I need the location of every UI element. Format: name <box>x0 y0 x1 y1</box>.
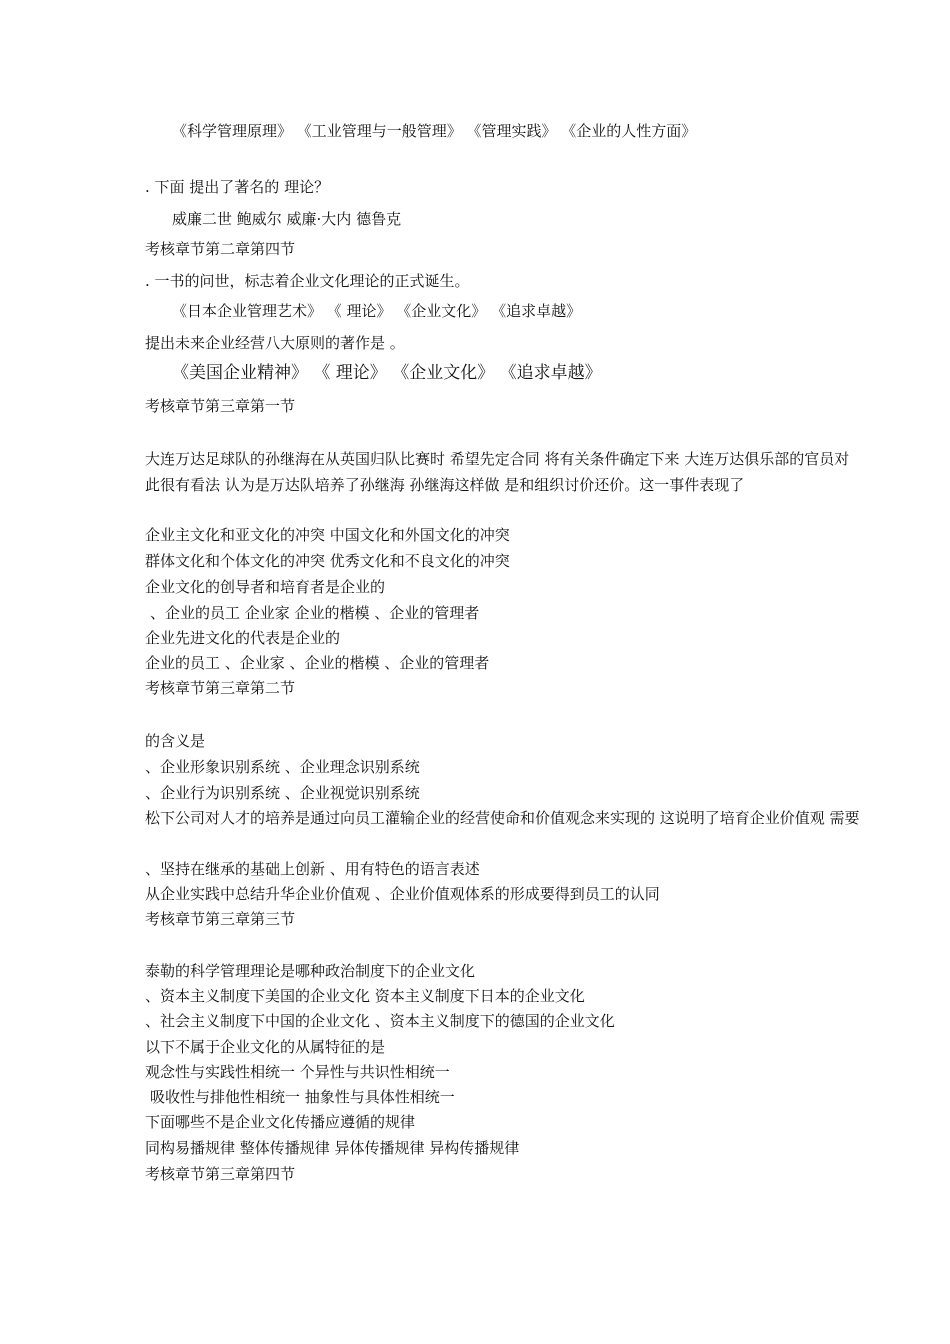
question-line: 提出未来企业经营八大原则的著作是 。 <box>145 334 405 352</box>
options-line: 、坚持在继承的基础上创新 、用有特色的语言表述 <box>145 860 480 878</box>
section-heading: 考核章节第三章第一节 <box>145 397 296 415</box>
options-line: 威廉二世 鲍威尔 威廉·大内 德鲁克 <box>172 210 402 228</box>
options-line: 、企业的员工 企业家 企业的楷模 、企业的管理者 <box>150 604 480 622</box>
options-line: 企业主文化和亚文化的冲突 中国文化和外国文化的冲突 <box>145 526 510 544</box>
options-line: 《日本企业管理艺术》 《 理论》 《企业文化》 《追求卓越》 <box>172 302 582 320</box>
options-line: 《科学管理原理》 《工业管理与一般管理》 《管理实践》 《企业的人性方面》 <box>172 122 697 140</box>
question-line: 泰勒的科学管理理论是哪种政治制度下的企业文化 <box>145 962 476 980</box>
question-line: 企业文化的创导者和培育者是企业的 <box>145 578 386 596</box>
options-line: 从企业实践中总结升华企业价值观 、企业价值观体系的形成要得到员工的认同 <box>145 885 660 903</box>
question-line: . 下面 提出了著名的 理论？ <box>145 178 330 196</box>
section-heading: 考核章节第三章第二节 <box>145 679 296 697</box>
options-line: 、社会主义制度下中国的企业文化 、资本主义制度下的德国的企业文化 <box>145 1012 615 1030</box>
options-line: 《美国企业精神》 《 理论》 《企业文化》 《追求卓越》 <box>172 363 602 383</box>
section-heading: 考核章节第二章第四节 <box>145 240 296 258</box>
options-line: 、企业形象识别系统 、企业理念识别系统 <box>145 758 420 776</box>
question-paragraph: 大连万达足球队的孙继海在从英国归队比赛时 希望先定合同 将有关条件确定下来 大连万达俱乐部的官员对此很有看法 认为是万达队培养了孙继海 孙继海这样做 是和组织讨价还价。这一事件表现了 <box>145 450 850 494</box>
question-line: 以下不属于企业文化的从属特征的是 <box>145 1038 386 1056</box>
question-line: 企业先进文化的代表是企业的 <box>145 629 341 647</box>
question-paragraph: 松下公司对人才的培养是通过向员工灌输企业的经营使命和价值观念来实现的 这说明了培育企业价值观 需要 <box>145 809 860 827</box>
options-line: 企业的员工 、企业家 、企业的楷模 、企业的管理者 <box>145 654 490 672</box>
question-line: 下面哪些不是企业文化传播应遵循的规律 <box>145 1113 416 1131</box>
options-line: 吸收性与排他性相统一 抽象性与具体性相统一 <box>150 1088 455 1106</box>
question-line: . 一书的问世，标志着企业文化理论的正式诞生。 <box>145 272 470 290</box>
options-line: 群体文化和个体文化的冲突 优秀文化和不良文化的冲突 <box>145 552 510 570</box>
options-line: 观念性与实践性相统一 个异性与共识性相统一 <box>145 1063 450 1081</box>
options-line: 、企业行为识别系统 、企业视觉识别系统 <box>145 784 420 802</box>
section-heading: 考核章节第三章第三节 <box>145 910 296 928</box>
section-heading: 考核章节第三章第四节 <box>145 1165 296 1183</box>
question-line: 的含义是 <box>145 732 206 750</box>
options-line: 同构易播规律 整体传播规律 异体传播规律 异构传播规律 <box>145 1139 520 1157</box>
options-line: 、资本主义制度下美国的企业文化 资本主义制度下日本的企业文化 <box>145 987 585 1005</box>
